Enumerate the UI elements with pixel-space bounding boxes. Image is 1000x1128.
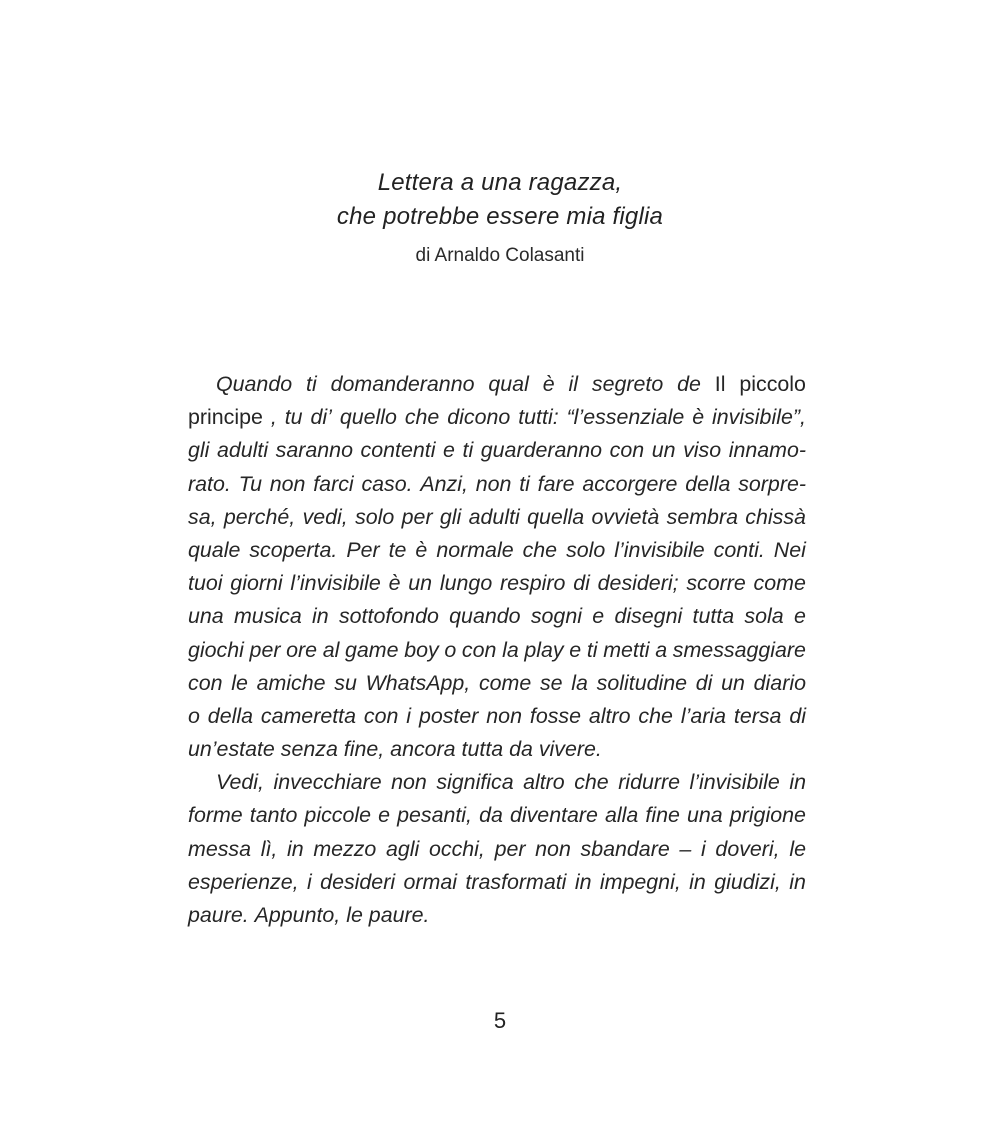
body-text	[188, 368, 806, 932]
word: la	[502, 637, 519, 662]
word: conti.	[713, 537, 765, 562]
word: senza	[280, 737, 344, 762]
word: gli	[439, 504, 462, 529]
word: disegni	[614, 604, 683, 629]
word: tu	[284, 405, 303, 430]
word: prigione	[729, 803, 806, 828]
word: innamo-	[728, 438, 806, 463]
word: diario	[753, 670, 806, 695]
word: quale	[188, 537, 241, 562]
word: al	[322, 637, 340, 662]
word: play	[524, 637, 564, 662]
word: un	[651, 438, 676, 463]
text-line	[188, 600, 806, 633]
word: altro	[523, 770, 565, 795]
word: adulti	[468, 504, 520, 529]
word: piccole	[304, 803, 372, 828]
word: come	[753, 571, 806, 596]
word: di	[695, 670, 713, 695]
word: WhatsApp,	[365, 670, 471, 695]
word: le	[231, 670, 248, 695]
word: tanto	[249, 803, 298, 828]
word: l’invisibile	[689, 770, 780, 795]
text-line	[188, 667, 806, 700]
word: Per	[346, 537, 380, 562]
word: tutta	[692, 604, 735, 629]
word: la	[571, 670, 588, 695]
word: vedi,	[302, 504, 348, 529]
word: in	[689, 869, 706, 894]
word: ti	[462, 438, 474, 463]
word: un	[721, 670, 745, 695]
word: Il	[714, 372, 726, 396]
word: giochi	[188, 637, 244, 662]
word: in	[287, 836, 304, 861]
word: ti	[519, 471, 530, 496]
word: fosse	[529, 703, 582, 728]
word: è	[415, 537, 428, 562]
word: mezzo	[313, 836, 377, 861]
word: i	[700, 836, 706, 861]
word: Vedi,	[216, 770, 264, 795]
word: i	[406, 703, 412, 728]
word: con	[461, 637, 497, 662]
word: Tu	[238, 471, 262, 496]
word: amiche	[256, 670, 326, 695]
word: Quando	[216, 372, 293, 396]
word: quella	[527, 504, 585, 529]
word: desideri;	[597, 571, 679, 596]
word: fine,	[343, 737, 391, 762]
word: paure.	[188, 903, 255, 927]
text-line	[188, 634, 806, 667]
word: guarderanno	[480, 438, 603, 463]
word: non	[486, 703, 522, 728]
word: che	[522, 537, 558, 562]
word: in	[574, 869, 592, 894]
word: le	[346, 903, 369, 927]
word: Nei	[773, 537, 806, 562]
word: a	[655, 637, 668, 662]
paragraph	[188, 766, 806, 932]
word: con	[188, 670, 223, 695]
word: scorre	[686, 571, 746, 596]
word: boy	[404, 637, 439, 662]
paragraph	[188, 368, 806, 766]
word: solitudine	[596, 670, 688, 695]
word: principe	[188, 405, 263, 430]
word: l’aria	[680, 703, 726, 728]
word: se	[539, 670, 563, 695]
word: caso.	[361, 471, 413, 496]
word: che	[638, 703, 673, 728]
word: giudizi,	[714, 869, 781, 894]
word: ovvietà	[591, 504, 660, 529]
word: che	[404, 405, 440, 430]
word: quando	[449, 604, 521, 629]
word: lungo	[439, 571, 493, 596]
word: altro	[588, 703, 631, 728]
word: l’invisibile	[290, 571, 381, 596]
word: per	[494, 836, 526, 861]
word: da	[509, 737, 539, 762]
word: segreto	[591, 372, 664, 396]
word: solo	[566, 537, 606, 562]
text-line	[188, 700, 806, 733]
text-line	[188, 368, 806, 401]
word: ti	[586, 637, 598, 662]
word: scoperta.	[249, 537, 338, 562]
word: e	[592, 604, 605, 629]
word: perché,	[223, 504, 296, 529]
word: accorgere	[582, 471, 678, 496]
word: contenti	[360, 438, 436, 463]
word: solo	[355, 504, 395, 529]
word: adulti	[216, 438, 269, 463]
word: Anzi,	[420, 471, 468, 496]
word: un	[408, 571, 433, 596]
word: è	[388, 571, 401, 596]
word: “l’essenziale	[566, 405, 685, 430]
word: come	[478, 670, 532, 695]
word: l’invisibile	[614, 537, 705, 562]
word: e	[793, 604, 806, 629]
title-line-2: che potrebbe essere mia figlia	[336, 203, 664, 230]
word: sola	[744, 604, 784, 629]
word: lì,	[260, 836, 278, 861]
word: diventare	[509, 803, 598, 828]
word: un’estate	[188, 737, 281, 762]
word: e	[378, 803, 390, 828]
word: in	[789, 869, 806, 894]
text-line	[188, 534, 806, 567]
text-line	[188, 899, 806, 932]
word: di	[573, 571, 590, 596]
title-line-1: Lettera a una ragazza,	[377, 169, 623, 196]
word: o	[444, 637, 457, 662]
word: chissà	[745, 504, 806, 529]
word: ,	[270, 405, 277, 430]
text-line	[188, 799, 806, 832]
text-line	[188, 833, 806, 866]
word: doveri,	[715, 836, 780, 861]
word: sembra	[666, 504, 738, 529]
word: sbandare	[580, 836, 670, 861]
word: con	[609, 438, 645, 463]
word: e	[443, 438, 455, 463]
word: qual	[488, 372, 529, 396]
word: normale	[436, 537, 514, 562]
word: e	[569, 637, 582, 662]
word: poster	[418, 703, 479, 728]
word: sorpre-	[738, 471, 806, 496]
word: in	[789, 770, 806, 795]
word: –	[679, 836, 692, 861]
word: con	[363, 703, 399, 728]
page-number: 5	[493, 1008, 507, 1033]
word: quello	[339, 405, 397, 430]
word: ormai	[403, 869, 457, 894]
word: occhi,	[429, 836, 485, 861]
text-line	[188, 501, 806, 534]
word: desideri	[320, 869, 396, 894]
word: non	[475, 471, 512, 496]
word: in	[312, 604, 329, 629]
word: tuoi	[188, 571, 223, 596]
word: che	[574, 770, 609, 795]
word: tutta	[461, 737, 510, 762]
word: una	[687, 803, 723, 828]
word: da	[479, 803, 503, 828]
word: game	[345, 637, 399, 662]
word: per	[401, 504, 433, 529]
word: respiro	[500, 571, 566, 596]
author-byline: di Arnaldo Colasanti	[415, 245, 585, 266]
word: viso	[683, 438, 722, 463]
word: tersa	[733, 703, 782, 728]
word: dicono	[447, 405, 511, 430]
word: agli	[386, 836, 420, 861]
word: te	[388, 537, 407, 562]
word: di’	[310, 405, 332, 430]
word: domanderanno	[330, 372, 475, 396]
word: tutti:	[518, 405, 559, 430]
word: sa,	[188, 504, 217, 529]
word: Appunto,	[254, 903, 347, 927]
word: trasformati	[465, 869, 567, 894]
word: è	[542, 372, 555, 396]
word: della	[207, 703, 253, 728]
word: impegni,	[599, 869, 681, 894]
word: non	[269, 471, 306, 496]
word: cameretta	[260, 703, 356, 728]
word: ridurre	[618, 770, 680, 795]
word: invisibile”,	[712, 405, 806, 430]
word: invecchiare	[273, 770, 382, 795]
text-line	[188, 733, 806, 766]
word: le	[789, 836, 806, 861]
text-line	[188, 766, 806, 799]
word: messa	[188, 836, 252, 861]
word: non	[391, 770, 427, 795]
word: rato.	[188, 471, 231, 496]
word: fare	[537, 471, 575, 496]
word: è	[692, 405, 705, 430]
word: metti	[603, 637, 650, 662]
word: sottofondo	[338, 604, 439, 629]
word: o	[188, 703, 200, 728]
text-line	[188, 434, 806, 467]
word: forme	[188, 803, 243, 828]
word: farci	[313, 471, 354, 496]
word: una	[188, 604, 224, 629]
text-line	[188, 468, 806, 501]
word: significa	[436, 770, 514, 795]
text-line	[188, 567, 806, 600]
word: alla	[605, 803, 639, 828]
word: il	[568, 372, 578, 396]
word: giorni	[230, 571, 283, 596]
word: fine	[645, 803, 680, 828]
word: piccolo	[739, 372, 806, 396]
word: ancora	[390, 737, 462, 762]
word: ore	[286, 637, 318, 662]
word: de	[677, 372, 701, 396]
word: musica	[233, 604, 302, 629]
word: su	[334, 670, 357, 695]
word: pesanti,	[397, 803, 472, 828]
word: gli	[188, 438, 210, 463]
word: ti	[306, 372, 317, 396]
word: paure.	[368, 903, 430, 927]
word: non	[535, 836, 571, 861]
text-line	[188, 866, 806, 899]
word: saranno	[275, 438, 353, 463]
text-line	[188, 401, 806, 434]
word: della	[685, 471, 731, 496]
word: per	[249, 637, 281, 662]
title-block	[0, 166, 1000, 268]
word: i	[307, 869, 312, 894]
word: sogni	[530, 604, 582, 629]
word: di	[789, 703, 806, 728]
word: vivere.	[538, 737, 602, 762]
word: esperienze,	[188, 869, 299, 894]
word: smessaggiare	[672, 637, 806, 662]
